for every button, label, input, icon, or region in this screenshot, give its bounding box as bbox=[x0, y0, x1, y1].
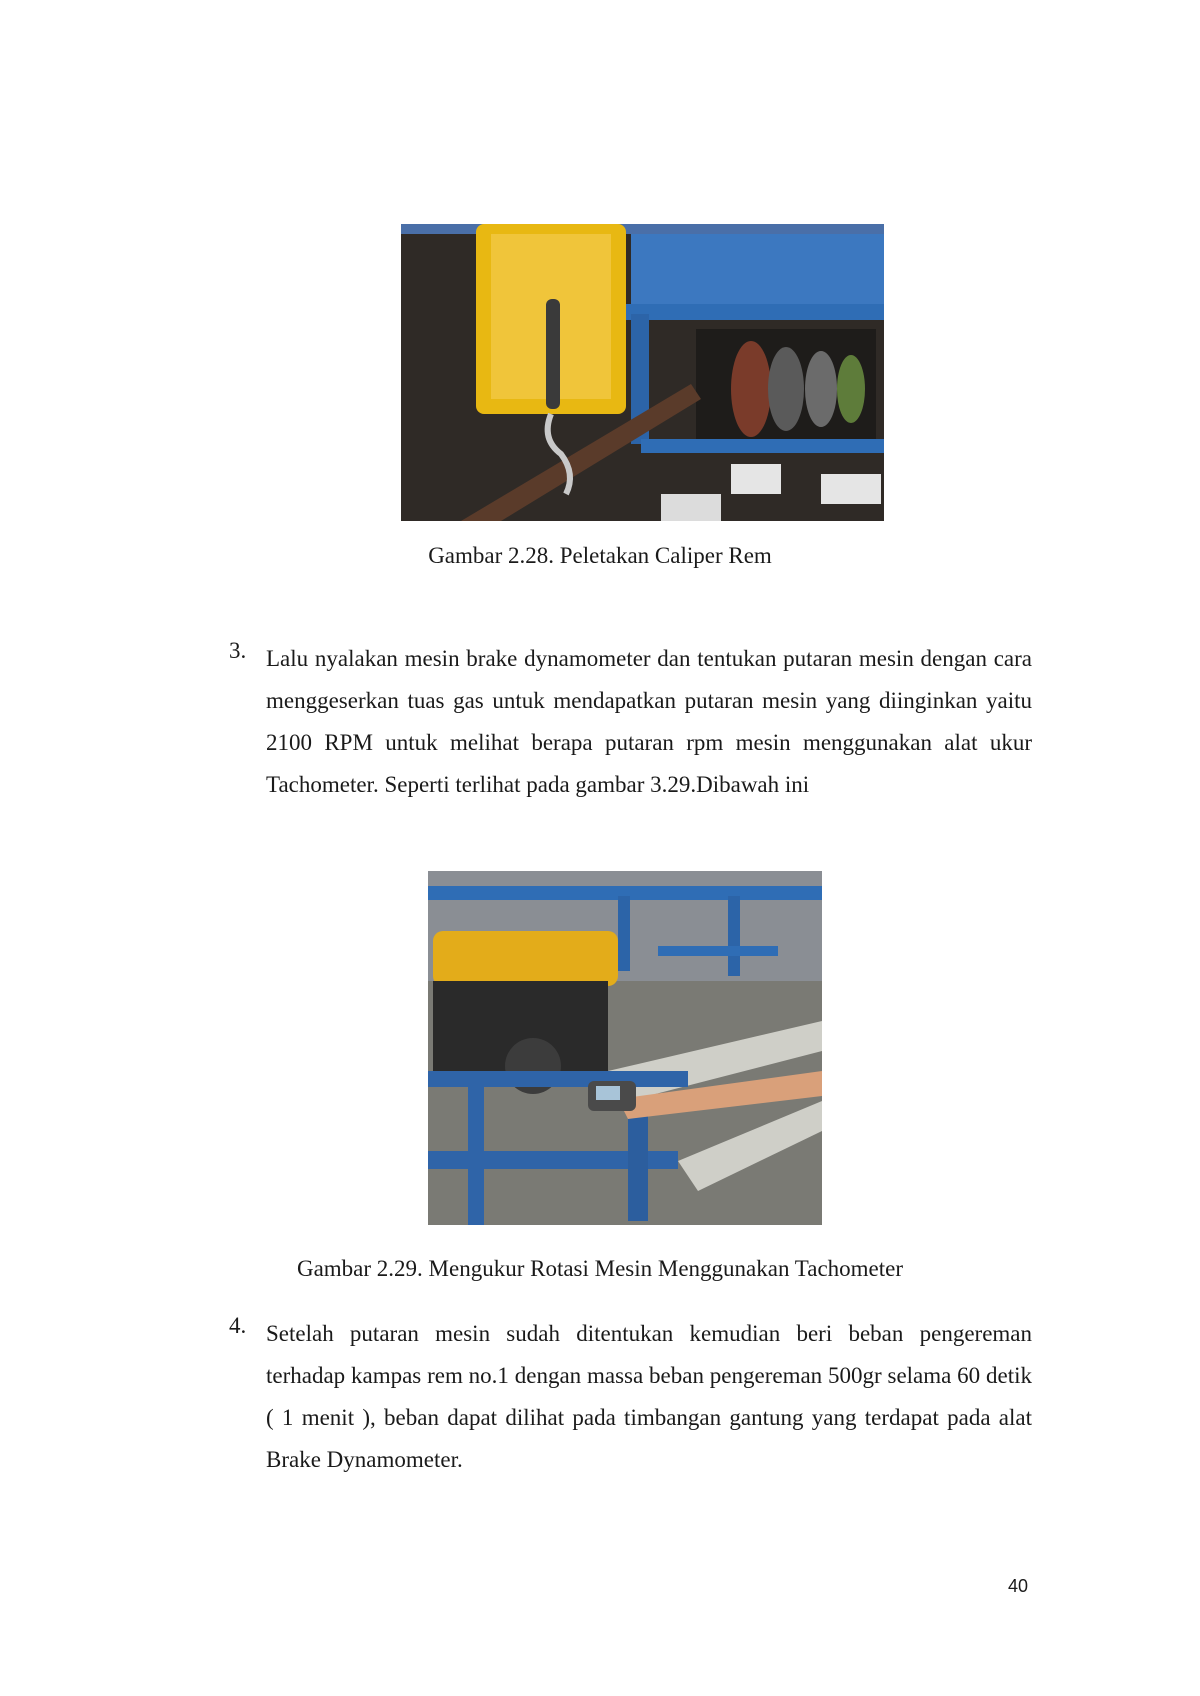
figure-tachometer-photo bbox=[428, 871, 822, 1225]
tachometer-photo-illustration bbox=[428, 871, 822, 1225]
figure-caption: Gambar 2.29. Mengukur Rotasi Mesin Menggunakan Tachometer bbox=[296, 1256, 904, 1281]
list-item-text: Lalu nyalakan mesin brake dynamometer dan tentukan putaran mesin dengan cara menggeserkan tuas gas untuk mendapatkan putaran mesin yang diinginkan yaitu 2100 RPM untuk melihat berapa putaran rpm mesin menggunakan alat ukur Tachometer. Seperti terlihat pada gambar 3.29.Dibawah ini bbox=[266, 646, 1032, 797]
figure-caliper-photo bbox=[401, 224, 884, 521]
caliper-photo-illustration bbox=[401, 224, 884, 521]
list-item-number: 4. bbox=[229, 1313, 247, 1338]
figure-caption: Gambar 2.28. Peletakan Caliper Rem bbox=[428, 543, 772, 568]
list-item bbox=[229, 1313, 1032, 1481]
page-number: 40 bbox=[1008, 1576, 1029, 1596]
list-item-text: Setelah putaran mesin sudah ditentukan kemudian beri beban pengereman terhadap kampas rem no.1 dengan massa beban pengereman 500gr selama 60 detik ( 1 menit ), beban dapat dilihat pada timbangan gantung yang terdapat pada alat Brake Dynamometer. bbox=[266, 1321, 1032, 1472]
list-item-number: 3. bbox=[229, 638, 247, 663]
list-item bbox=[229, 638, 1032, 806]
